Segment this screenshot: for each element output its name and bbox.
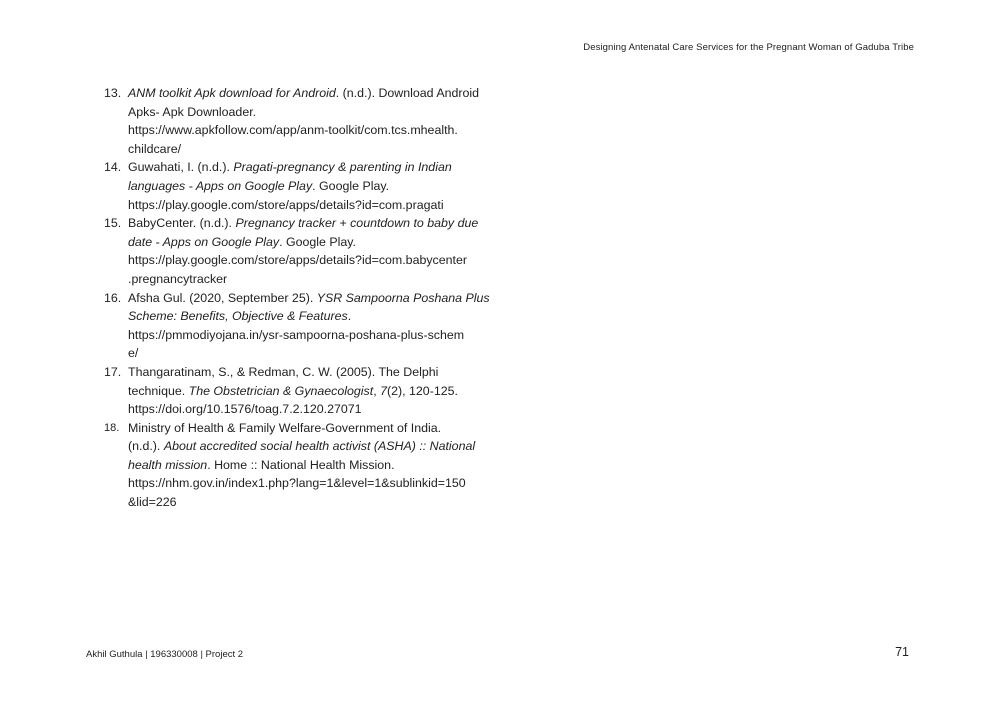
reference-number: 15. xyxy=(104,216,122,231)
reference-title-segment: Pregnancy tracker + countdown to baby due xyxy=(235,216,479,231)
reference-line xyxy=(128,493,484,512)
reference-title-segment: About accredited social health activist (ASHA) :: National xyxy=(163,439,476,454)
reference-text-segment: BabyCenter. (n.d.). xyxy=(128,216,236,231)
reference-number: 13. xyxy=(104,86,122,100)
reference-line xyxy=(128,344,484,363)
reference-text-segment: . Google Play. xyxy=(312,178,390,193)
reference-title-segment: Scheme: Benefits, Objective & Features xyxy=(128,309,348,324)
reference-item xyxy=(104,158,484,214)
reference-title-segment: languages - Apps on Google Play xyxy=(128,178,313,193)
reference-line xyxy=(128,158,484,177)
reference-text-segment: (n.d.). xyxy=(128,439,164,454)
reference-number: 18. xyxy=(104,421,120,434)
reference-line xyxy=(128,437,484,456)
reference-line xyxy=(128,474,484,493)
reference-title-segment: Pragati-pregnancy & parenting in Indian xyxy=(233,160,452,175)
reference-line xyxy=(128,419,484,438)
reference-item xyxy=(104,214,484,288)
reference-line xyxy=(128,326,484,345)
running-header: Designing Antenatal Care Services for the Pregnant Woman of Gaduba Tribe xyxy=(583,42,914,53)
reference-text-segment: https://doi.org/10.1576/toag.7.2.120.27071 xyxy=(128,402,362,417)
reference-text-segment: Afsha Gul. (2020, September 25). xyxy=(128,290,317,305)
reference-line xyxy=(128,196,484,215)
reference-title-segment: health mission xyxy=(128,457,208,472)
reference-line xyxy=(128,103,484,122)
reference-list xyxy=(104,84,490,512)
page-number: 71 xyxy=(895,645,909,659)
footer-author: Akhil Guthula | 196330008 | Project 2 xyxy=(86,649,244,660)
reference-line xyxy=(128,177,484,196)
reference-line xyxy=(128,307,484,326)
reference-text-segment: https://play.google.com/store/apps/details?id=com.pragati xyxy=(128,197,444,212)
reference-number: 16. xyxy=(104,290,122,305)
reference-item xyxy=(104,84,484,158)
reference-text-segment: https://nhm.gov.in/index1.php?lang=1&level=1&sublinkid=150 xyxy=(128,476,466,491)
reference-text-segment: Guwahati, I. (n.d.). xyxy=(128,160,234,175)
reference-line xyxy=(128,121,484,140)
reference-text-segment: https://pmmodiyojana.in/ysr-sampoorna-poshana-plus-schem xyxy=(128,327,465,342)
reference-line xyxy=(128,289,490,308)
reference-line xyxy=(128,363,484,382)
reference-text-segment: .pregnancytracker xyxy=(128,271,228,286)
reference-text-segment: , xyxy=(373,383,381,398)
reference-line xyxy=(128,270,484,289)
reference-title-segment: ANM toolkit Apk download for Android xyxy=(128,86,336,100)
reference-text-segment: Apks- Apk Downloader. xyxy=(128,104,257,119)
reference-text-segment: (2), 120-125. xyxy=(387,383,458,398)
reference-number: 14. xyxy=(104,160,122,175)
reference-line xyxy=(128,382,484,401)
reference-title-segment: 7 xyxy=(380,383,387,398)
reference-text-segment: childcare/ xyxy=(128,141,182,156)
reference-item xyxy=(104,289,490,363)
reference-line xyxy=(128,400,484,419)
reference-line xyxy=(128,456,484,475)
reference-line xyxy=(128,84,484,103)
reference-text-segment: technique. xyxy=(128,383,189,398)
reference-text-segment: &lid=226 xyxy=(128,495,177,510)
reference-text-segment: Thangaratinam, S., & Redman, C. W. (2005). The Delphi xyxy=(128,364,439,379)
reference-text-segment: Ministry of Health & Family Welfare-Government of India. xyxy=(128,420,442,435)
reference-text-segment: . xyxy=(347,309,352,324)
reference-line xyxy=(128,233,484,252)
reference-text-segment: https://www.apkfollow.com/app/anm-toolkit/com.tcs.mhealth. xyxy=(128,123,458,138)
reference-item xyxy=(104,419,484,512)
reference-title-segment: date - Apps on Google Play xyxy=(128,234,280,249)
reference-line xyxy=(128,251,484,270)
reference-text-segment: . (n.d.). Download Android xyxy=(335,86,480,100)
reference-line xyxy=(128,140,484,159)
reference-text-segment: https://play.google.com/store/apps/details?id=com.babycenter xyxy=(128,253,467,268)
reference-line xyxy=(128,214,484,233)
reference-text-segment: . Google Play. xyxy=(279,234,356,249)
reference-text-segment: e/ xyxy=(128,346,139,361)
reference-text-segment: . Home :: National Health Mission. xyxy=(207,457,395,472)
reference-title-segment: YSR Sampoorna Poshana Plus xyxy=(316,290,490,305)
reference-title-segment: The Obstetrician & Gynaecologist xyxy=(188,383,374,398)
reference-number: 17. xyxy=(104,364,122,379)
reference-item xyxy=(104,363,484,419)
